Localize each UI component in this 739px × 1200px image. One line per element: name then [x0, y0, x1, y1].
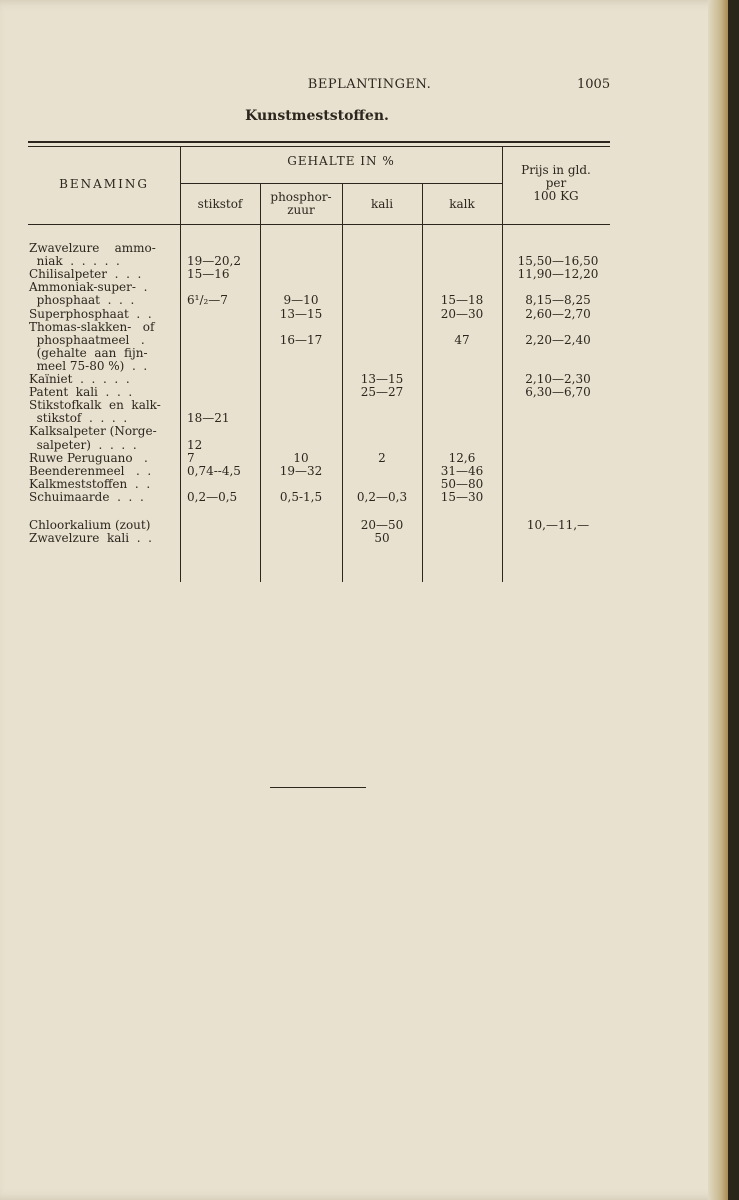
header-phosphorzuur: [260, 191, 342, 217]
kali-cell: 50: [374, 531, 390, 546]
header-phosphorzuur-line1: phosphor-: [270, 190, 332, 204]
header-bottom-rule: [28, 224, 610, 225]
header-benaming: BENAMING: [59, 177, 149, 191]
section-title-text: Kunstmeststoffen.: [245, 108, 389, 124]
kalk-cell: 15—18: [440, 293, 484, 308]
phosphorzuur-cell: 19—32: [279, 463, 323, 478]
kali-cell: 25—27: [360, 385, 404, 400]
prijs-cell: 10,—11,—: [526, 518, 590, 533]
kalk-cell: 15—30: [440, 489, 484, 504]
header-phosphorzuur-line2: zuur: [287, 203, 315, 217]
kalk-cell: 47: [454, 332, 470, 347]
table-top-rule-thin: [28, 146, 610, 147]
prijs-cell: 2,60—2,70: [525, 306, 591, 321]
benaming-cell: Schuimaarde . . .: [29, 489, 144, 504]
col-divider-benaming: [180, 147, 181, 582]
benaming-cell: Zwavelzure ammo-: [29, 241, 156, 255]
benaming-cell: niak . . . . .: [29, 254, 120, 269]
benaming-cell: Kaïniet . . . . .: [29, 372, 130, 386]
benaming-cell: Beenderenmeel . .: [29, 463, 152, 478]
stikstof-cell: 18—21: [187, 411, 230, 426]
benaming-cell: Ammoniak-super- .: [29, 280, 148, 295]
header-prijs-line3: 100 KG: [533, 189, 579, 203]
stikstof-cell: 0,74--4,5: [187, 463, 241, 478]
header-prijs-line2: per: [545, 176, 567, 190]
phosphorzuur-cell: 0,5-1,5: [279, 489, 323, 504]
benaming-cell: Ruwe Peruguano .: [29, 450, 148, 465]
header-kalk: kalk: [449, 197, 475, 211]
benaming-cell: Chloorkalium (zout): [29, 518, 151, 533]
phosphorzuur-cell: 16—17: [279, 332, 323, 347]
col-divider-kali: [422, 184, 423, 582]
page-number: 1005: [577, 77, 611, 92]
benaming-cell: phosphaat . . .: [29, 293, 135, 308]
col-divider-kalk: [502, 147, 503, 582]
kali-cell: 13—15: [360, 372, 404, 386]
benaming-cell: Stikstofkalk en kalk-: [29, 398, 161, 413]
prijs-cell: 2,20—2,40: [525, 332, 591, 347]
section-title: [0, 108, 634, 124]
end-rule: [270, 787, 366, 788]
stikstof-cell: 12: [187, 437, 203, 452]
running-header-title: BEPLANTINGEN.: [307, 77, 432, 92]
benaming-cell: meel 75-80 %) . .: [29, 358, 148, 373]
benaming-cell: phosphaatmeel .: [29, 332, 145, 347]
benaming-cell: Superphosphaat . .: [29, 306, 152, 321]
stikstof-cell: 6¹/₂—7: [187, 293, 228, 308]
prijs-cell: 8,15—8,25: [525, 293, 591, 308]
phosphorzuur-cell: 9—10: [283, 293, 319, 308]
benaming-cell: Chilisalpeter . . .: [29, 267, 142, 282]
stikstof-cell: 7: [187, 450, 195, 465]
phosphorzuur-cell: 10: [293, 450, 309, 465]
header-kali: kali: [370, 197, 394, 211]
benaming-cell: salpeter) . . . .: [29, 437, 137, 452]
benaming-cell: Kalksalpeter (Norge-: [29, 424, 157, 439]
kalk-cell: 31—46: [440, 463, 484, 478]
header-gehalte: GEHALTE IN %: [287, 154, 395, 168]
phosphorzuur-cell: 13—15: [279, 306, 323, 321]
stikstof-cell: 19—20,2: [187, 254, 241, 269]
prijs-cell: 15,50—16,50: [517, 254, 599, 269]
col-divider-phosphorzuur: [342, 184, 343, 582]
benaming-cell: (gehalte aan fijn-: [29, 345, 148, 360]
table-top-rule: [28, 141, 610, 143]
kali-cell: 0,2—0,3: [356, 489, 408, 504]
group-header-underline: [180, 183, 502, 184]
kalk-cell: 20—30: [440, 306, 484, 321]
kalk-cell: 12,6: [448, 450, 476, 465]
col-divider-stikstof: [260, 184, 261, 582]
benaming-cell: Zwavelzure kali . .: [29, 531, 152, 546]
stikstof-cell: 15—16: [187, 267, 230, 282]
kalk-cell: 50—80: [440, 476, 484, 491]
header-prijs-line1: Prijs in gld.: [521, 163, 591, 177]
kali-cell: 2: [378, 450, 386, 465]
header-prijs: [502, 164, 610, 203]
header-stikstof: stikstof: [197, 197, 243, 211]
benaming-cell: Kalkmeststoffen . .: [29, 476, 151, 491]
benaming-cell: stikstof . . . .: [29, 411, 128, 426]
prijs-cell: 2,10—2,30: [525, 372, 591, 386]
benaming-cell: Patent kali . . .: [29, 385, 133, 400]
prijs-cell: 11,90—12,20: [517, 267, 599, 282]
page-edge: [708, 0, 728, 1200]
stikstof-cell: 0,2—0,5: [187, 489, 238, 504]
benaming-cell: Thomas-slakken- of: [29, 319, 155, 334]
kali-cell: 20—50: [360, 518, 404, 533]
prijs-cell: 6,30—6,70: [525, 385, 591, 400]
